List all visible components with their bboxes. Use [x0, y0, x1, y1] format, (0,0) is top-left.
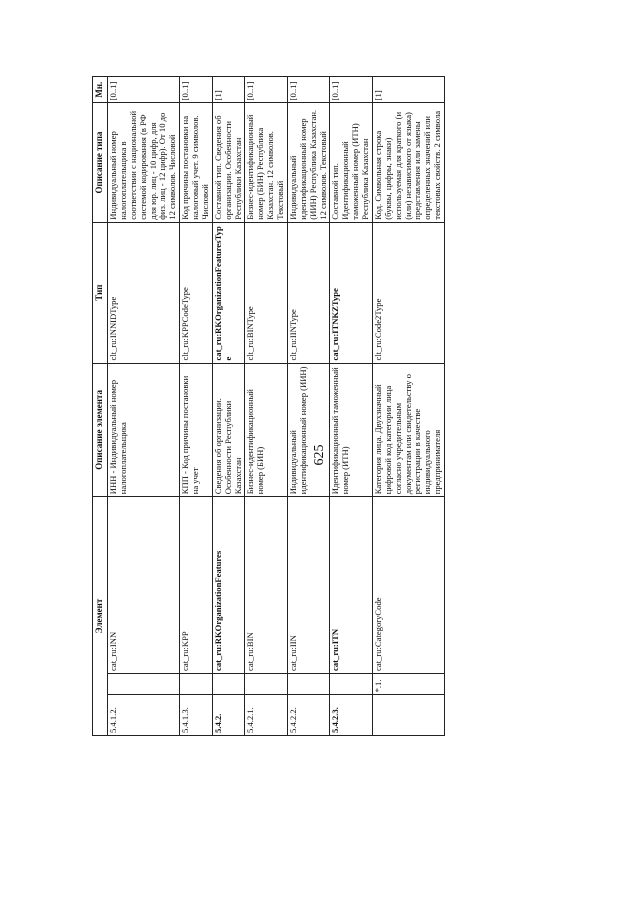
row-type: clt_ru:BINType — [245, 222, 288, 363]
row-element-code: cat_ru:RKOrganizationFeatures — [212, 497, 245, 674]
row-type: cat_ru:RKOrganizationFeaturesType — [212, 222, 245, 363]
row-type: clt_ru:KPPCodeType — [180, 222, 213, 363]
row-type-description: Бизнес-идентификационный номер (БИН) Республика Казахстан. 12 символов. Текстовый — [245, 103, 288, 222]
header-type: Тип — [93, 222, 108, 363]
row-number: 5.4.2. — [212, 695, 245, 736]
row-multiplicity: [0..1] — [330, 77, 373, 103]
row-type: cat_ru:ITNKZType — [330, 222, 373, 363]
row-multiplicity: [0..1] — [180, 77, 213, 103]
row-subnumber — [180, 673, 213, 694]
page-number: 625 — [312, 444, 327, 466]
row-number: 5.4.2.2. — [287, 695, 330, 736]
row-element-description: ИНН - Индивидуальный номер налогоплательщика — [108, 363, 180, 497]
row-multiplicity: [0..1] — [287, 77, 330, 103]
table-header-row — [93, 77, 108, 736]
row-subnumber — [245, 673, 288, 694]
row-element-code: cat_ru:ITN — [330, 497, 373, 674]
row-type: clt_ru:IINType — [287, 222, 330, 363]
header-type-description: Описание типа — [93, 103, 108, 222]
header-multiplicity: Мн. — [93, 77, 108, 103]
row-subnumber — [287, 673, 330, 694]
row-multiplicity: [1] — [372, 77, 444, 103]
row-number: 5.4.1.3. — [180, 695, 213, 736]
row-subnumber — [108, 673, 180, 694]
table-row — [245, 77, 288, 736]
row-element-description: Бизнес-идентификационный номер (БИН) — [245, 363, 288, 497]
table-row — [287, 77, 330, 736]
row-type-description: Составной тип. Идентификационный таможенный номер (ИТН) Республика Казахстан — [330, 103, 373, 222]
row-subnumber — [330, 673, 373, 694]
row-number: 5.4.1.2. — [108, 695, 180, 736]
row-element-code: cat_ru:KPP — [180, 497, 213, 674]
row-element-code: cat_ru:INN — [108, 497, 180, 674]
row-element-description: КПП - Код причины постановки на учет — [180, 363, 213, 497]
rotated-table-area — [92, 76, 512, 736]
row-multiplicity: [0..1] — [108, 77, 180, 103]
table-landscape — [92, 76, 512, 736]
row-element-description: Индивидуальный идентификационный номер (ИИН) — [287, 363, 330, 497]
row-multiplicity: [1] — [212, 77, 245, 103]
table-row — [180, 77, 213, 736]
row-subnumber — [212, 673, 245, 694]
table-row — [212, 77, 245, 736]
row-number — [372, 695, 444, 736]
row-type-description: Код. Символьная строка (буквы, цифры, знаки) используемая для краткого (и (или) независимого от языка) представления или замены определенных значений или текстовых свойств. 2 символа — [372, 103, 444, 222]
row-subnumber: *.1. — [372, 673, 444, 694]
schema-table — [92, 76, 445, 736]
row-element-code: cat_ru:BIN — [245, 497, 288, 674]
row-type: clt_ru:INNIDType — [108, 222, 180, 363]
header-element-description: Описание элемента — [93, 363, 108, 497]
row-type-description: Составной тип. Сведения об организации. Особенности Республики Казахстан — [212, 103, 245, 222]
table-row — [372, 77, 444, 736]
row-type-description: Индивидуальный идентификационный номер (ИИН) Республика Казахстан. 12 символов. Текстовый — [287, 103, 330, 222]
row-number: 5.4.2.3. — [330, 695, 373, 736]
row-element-description: Категория лица. Двухзначный цифровой код категории лица согласно учредительным документам или свидетельству о регистрации в качестве индивидуального предпринимателя — [372, 363, 444, 497]
row-type-description: Код причины постановки на налоговый учет. 9 символов. Числовой — [180, 103, 213, 222]
row-number: 5.4.2.1. — [245, 695, 288, 736]
table-row — [330, 77, 373, 736]
row-type-description: Индивидуальный номер налогоплательщика в соответствии с национальной системой кодирования (в РФ для юр. лиц - 10 цифр, для физ. лиц - 12 цифр). От 10 до 12 символов. Числовой — [108, 103, 180, 222]
row-element-code: cat_ru:IIN — [287, 497, 330, 674]
row-type: clt_ru:Code2Type — [372, 222, 444, 363]
row-element-description: Сведения об организации. Особенности Республики Казахстан — [212, 363, 245, 497]
row-element-description: Идентификационный таможенный номер (ИТН) — [330, 363, 373, 497]
header-element: Элемент — [93, 497, 108, 736]
table-row — [108, 77, 180, 736]
row-element-code: cat_ru:CategoryCode — [372, 497, 444, 674]
row-multiplicity: [0..1] — [245, 77, 288, 103]
